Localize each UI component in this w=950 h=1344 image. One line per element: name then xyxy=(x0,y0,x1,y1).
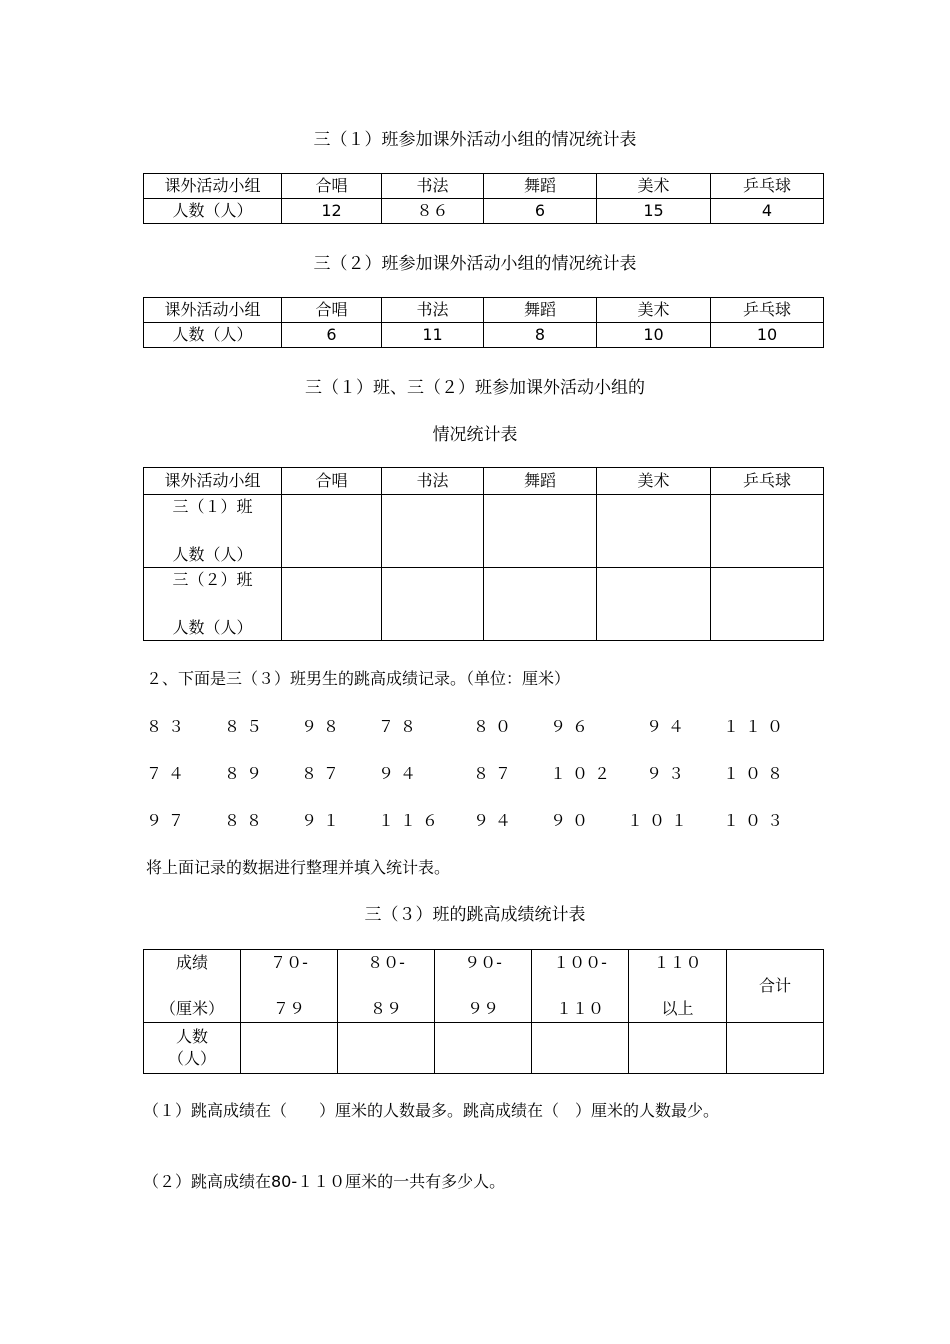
table4-count-row xyxy=(144,1023,824,1074)
empty-answer-cell[interactable] xyxy=(597,568,711,641)
table4 xyxy=(143,949,824,1074)
empty-answer-cell[interactable] xyxy=(382,495,484,568)
table-row-label xyxy=(144,495,282,568)
table-header-cell: 课外活动小组 xyxy=(144,468,282,495)
data-value: ９０ xyxy=(550,811,595,830)
table-header-cell: 舞蹈 xyxy=(484,468,597,495)
table-header-cell: 课外活动小组 xyxy=(144,298,282,323)
range-header-cell xyxy=(241,950,338,1023)
range-end: ９９ xyxy=(466,999,499,1018)
data-value: ９４ xyxy=(646,717,691,736)
empty-answer-cell[interactable] xyxy=(338,1023,435,1074)
range-start: １００- xyxy=(553,953,607,972)
range-end: 以上 xyxy=(661,999,694,1018)
table-header-cell: 书法 xyxy=(382,468,484,495)
empty-answer-cell[interactable] xyxy=(484,568,597,641)
empty-answer-cell[interactable] xyxy=(382,568,484,641)
data-value: １０２ xyxy=(550,764,617,783)
data-value: ９４ xyxy=(473,811,518,830)
table3-row-class1 xyxy=(144,495,824,568)
range-start: ７０- xyxy=(270,953,308,972)
range-header-cell xyxy=(435,950,532,1023)
table3 xyxy=(143,467,824,641)
table-header-cell: 美术 xyxy=(597,468,711,495)
table-cell: ８６ xyxy=(382,199,484,224)
range-end: ８９ xyxy=(369,999,402,1018)
table2-data-row xyxy=(144,323,824,348)
range-header-cell xyxy=(629,950,727,1023)
table-row-label: 人数（人） xyxy=(144,199,282,224)
range-header-cell xyxy=(532,950,629,1023)
table-header-cell: 合唱 xyxy=(282,174,382,199)
data-value: １０３ xyxy=(723,811,790,830)
question2-intro: ２、下面是三（３）班男生的跳高成绩记录。（单位：厘米） xyxy=(146,669,571,688)
table-cell: 8 xyxy=(484,323,597,348)
data-value: ７４ xyxy=(146,764,191,783)
table4-title: 三（３）班的跳高成绩统计表 xyxy=(364,905,586,925)
table2-title: 三（２）班参加课外活动小组的情况统计表 xyxy=(313,254,637,274)
table-header-cell: 舞蹈 xyxy=(484,298,597,323)
range-start: ９０- xyxy=(464,953,502,972)
data-value: ９１ xyxy=(301,811,346,830)
table-header-cell: 合唱 xyxy=(282,468,382,495)
table-row-label xyxy=(144,1023,241,1074)
data-value: ９７ xyxy=(146,811,191,830)
data-value: １１０ xyxy=(723,717,790,736)
header-label-score: 成绩 xyxy=(175,953,208,972)
empty-answer-cell[interactable] xyxy=(282,568,382,641)
empty-answer-cell[interactable] xyxy=(711,568,824,641)
table-row-label: 人数（人） xyxy=(144,323,282,348)
table-cell: 10 xyxy=(711,323,824,348)
row-label-count: 人数（人） xyxy=(172,545,253,564)
table-cell: 4 xyxy=(711,199,824,224)
data-value: ８９ xyxy=(224,764,269,783)
table3-title-line2: 情况统计表 xyxy=(432,425,518,445)
row-label-count: 人数（人） xyxy=(172,618,253,637)
data-value: １１６ xyxy=(378,811,445,830)
table-header-cell xyxy=(144,950,241,1023)
table2-header-row xyxy=(144,298,824,323)
table-header-cell: 乒乓球 xyxy=(711,298,824,323)
table-header-cell: 乒乓球 xyxy=(711,174,824,199)
row-label-class: 三（１）班 xyxy=(172,497,253,516)
row-label-count: 人数 xyxy=(175,1027,208,1046)
data-value: ８０ xyxy=(473,717,518,736)
data-value: ９４ xyxy=(378,764,423,783)
data-value: ７８ xyxy=(378,717,423,736)
data-value: １０８ xyxy=(723,764,790,783)
header-label-unit: （厘米） xyxy=(159,999,224,1018)
table-row-label xyxy=(144,568,282,641)
table-cell: 6 xyxy=(282,323,382,348)
data-value: ９８ xyxy=(301,717,346,736)
table-header-cell: 舞蹈 xyxy=(484,174,597,199)
table3-row-class2 xyxy=(144,568,824,641)
table3-title-line1: 三（１）班、三（２）班参加课外活动小组的 xyxy=(305,378,645,398)
table1-data-row xyxy=(144,199,824,224)
range-end: １１０ xyxy=(555,999,604,1018)
data-value: ８７ xyxy=(473,764,518,783)
empty-answer-cell[interactable] xyxy=(484,495,597,568)
table-header-cell: 书法 xyxy=(382,298,484,323)
empty-answer-cell[interactable] xyxy=(597,495,711,568)
table-header-cell: 乒乓球 xyxy=(711,468,824,495)
data-value: ８３ xyxy=(146,717,191,736)
table-cell: 6 xyxy=(484,199,597,224)
empty-answer-cell[interactable] xyxy=(241,1023,338,1074)
table-cell: 15 xyxy=(597,199,711,224)
empty-answer-cell[interactable] xyxy=(711,495,824,568)
table-cell: 12 xyxy=(282,199,382,224)
range-start: ８０- xyxy=(367,953,405,972)
table1-title: 三（１）班参加课外活动小组的情况统计表 xyxy=(313,130,637,150)
data-value: １０１ xyxy=(627,811,694,830)
data-value: ９３ xyxy=(646,764,691,783)
empty-answer-cell[interactable] xyxy=(282,495,382,568)
range-start: １１０ xyxy=(653,953,702,972)
table3-header-row xyxy=(144,468,824,495)
sub-question-2: （２）跳高成绩在80-１１０厘米的一共有多少人。 xyxy=(143,1172,506,1191)
table-header-cell: 美术 xyxy=(597,298,711,323)
sub-question-1: （１）跳高成绩在（ ）厘米的人数最多。跳高成绩在（ ）厘米的人数最少。 xyxy=(143,1101,720,1120)
data-value: ９６ xyxy=(550,717,595,736)
empty-answer-cell[interactable] xyxy=(629,1023,727,1074)
row-label-class: 三（２）班 xyxy=(172,570,253,589)
table-header-cell: 合唱 xyxy=(282,298,382,323)
table1-header-row xyxy=(144,174,824,199)
empty-answer-cell[interactable] xyxy=(435,1023,532,1074)
empty-answer-cell[interactable] xyxy=(727,1023,824,1074)
question2-instruction: 将上面记录的数据进行整理并填入统计表。 xyxy=(146,858,451,877)
data-value: ８５ xyxy=(224,717,269,736)
empty-answer-cell[interactable] xyxy=(532,1023,629,1074)
table-header-cell: 课外活动小组 xyxy=(144,174,282,199)
range-header-cell xyxy=(338,950,435,1023)
table-cell: 10 xyxy=(597,323,711,348)
range-end: ７９ xyxy=(272,999,305,1018)
table2 xyxy=(143,297,824,348)
table-header-cell: 书法 xyxy=(382,174,484,199)
data-value: ８７ xyxy=(301,764,346,783)
total-header-cell: 合计 xyxy=(727,950,824,1023)
table4-header-row xyxy=(144,950,824,1023)
table-cell: 11 xyxy=(382,323,484,348)
table1 xyxy=(143,173,824,224)
data-value: ８８ xyxy=(224,811,269,830)
table-header-cell: 美术 xyxy=(597,174,711,199)
row-label-unit: （人） xyxy=(167,1049,216,1068)
